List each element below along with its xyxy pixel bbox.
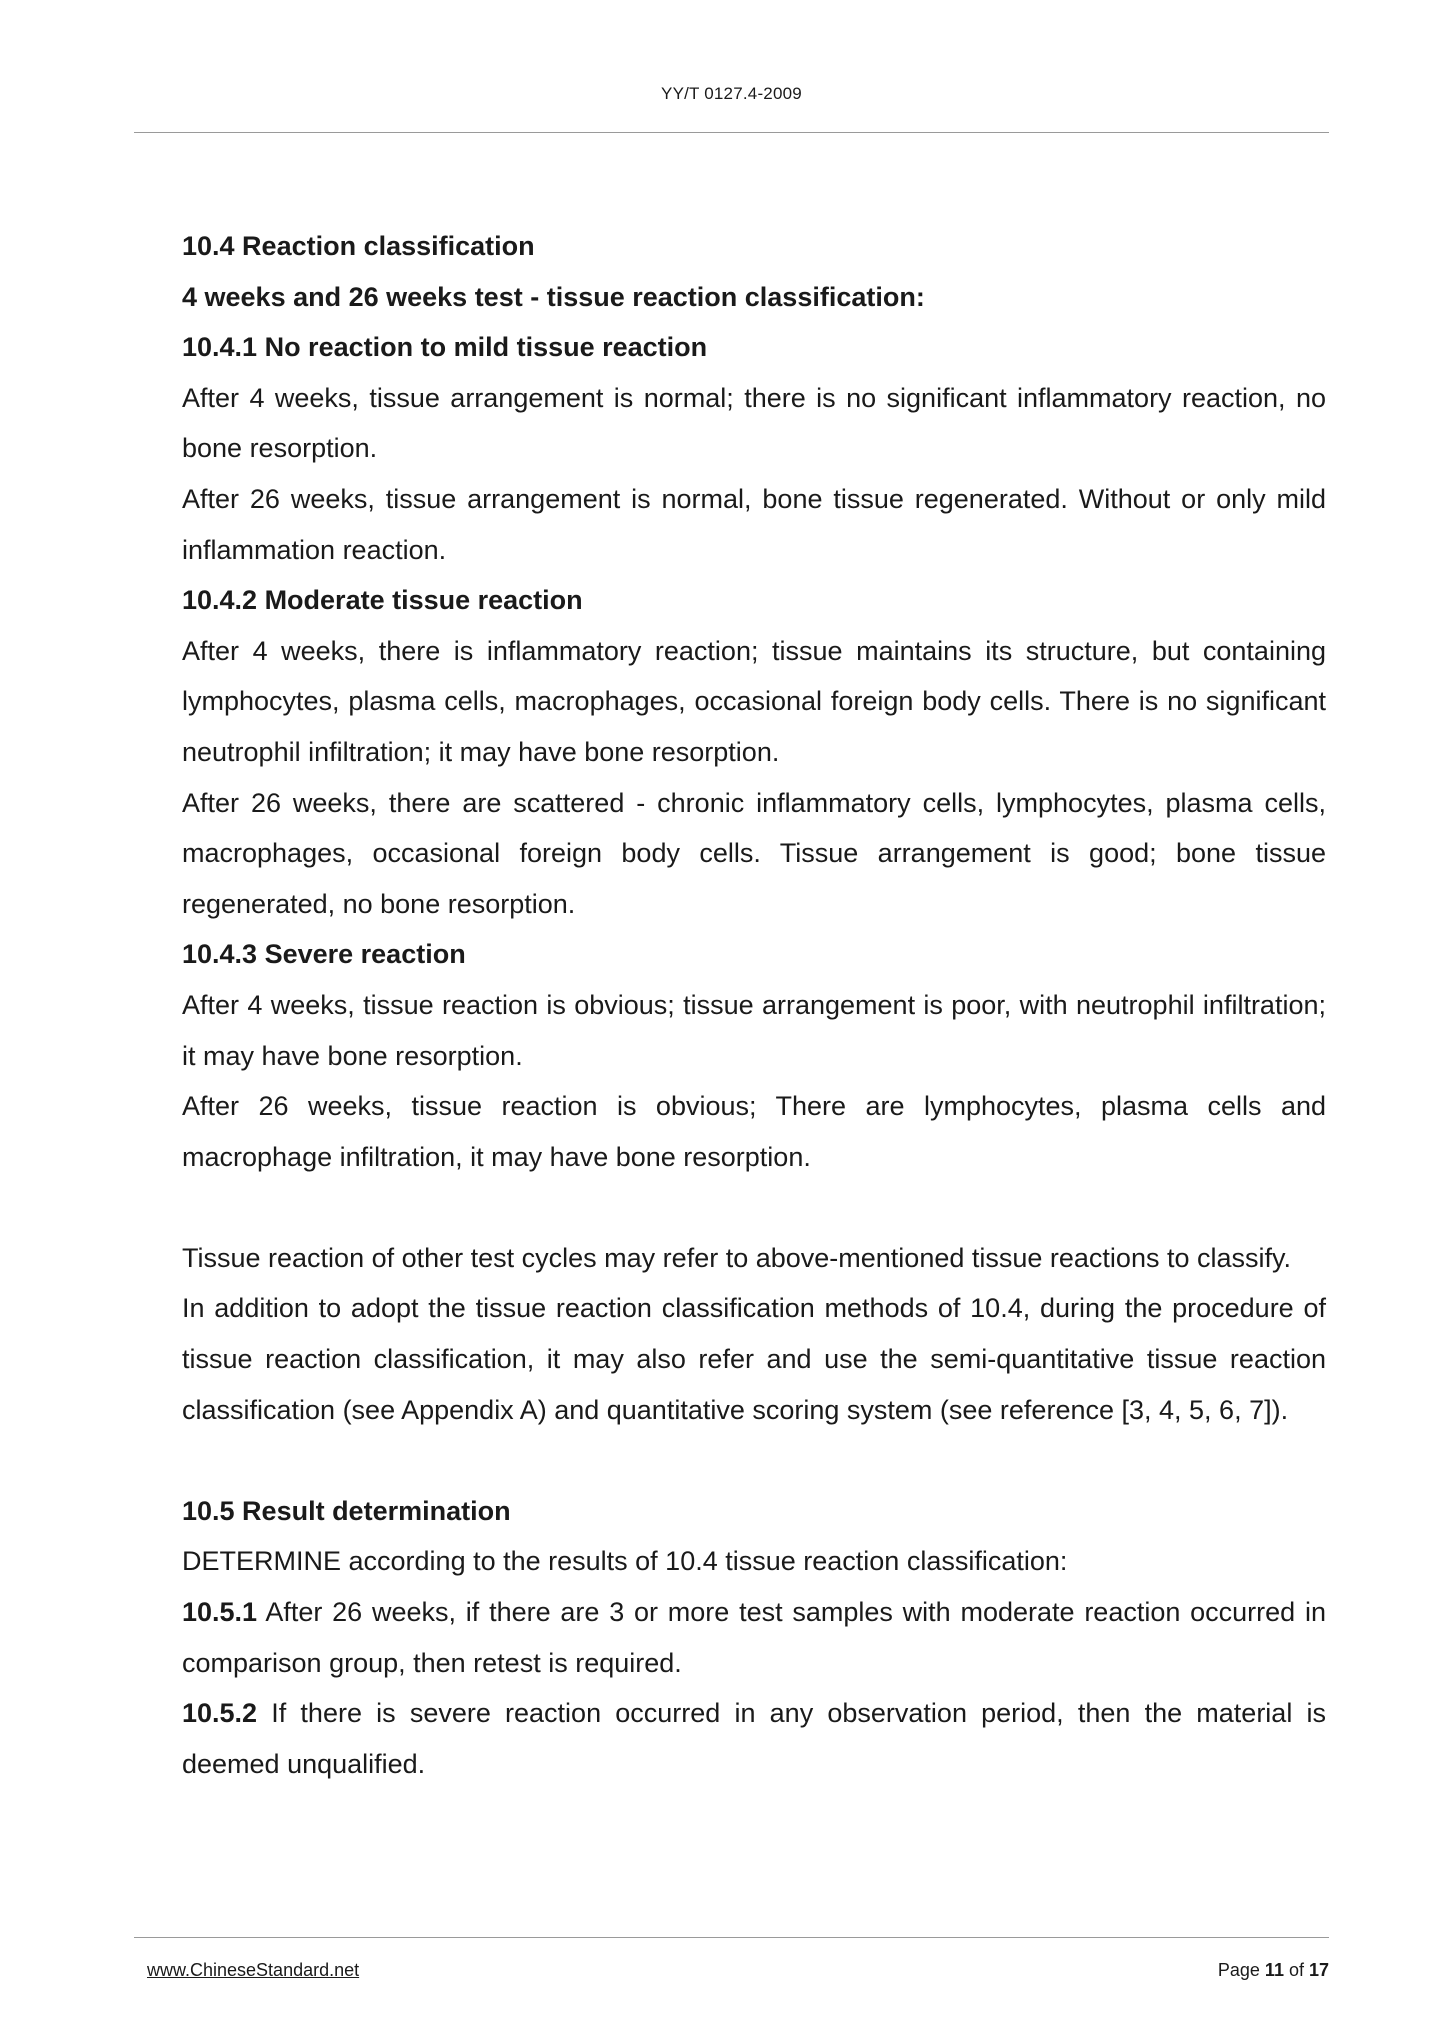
section-10-4-3-paragraph-26-weeks: After 26 weeks, tissue reaction is obvious; There are lymphocytes, plasma cells and macrophage infiltration, it may have bone resorption. [182, 1091, 1326, 1172]
section-10-5-2-paragraph [182, 1688, 1326, 1789]
section-10-5-heading: 10.5 Result determination [182, 1495, 511, 1526]
page-prefix: Page [1217, 1960, 1265, 1980]
footer-divider [134, 1937, 1329, 1938]
section-10-4-2-paragraph-26-weeks: After 26 weeks, there are scattered - chronic inflammatory cells, lymphocytes, plasma cells, macrophages, occasional foreign body cells. Tissue arrangement is good; bone tissue regenerated, no bone resorption. [182, 787, 1326, 919]
header-divider [134, 132, 1329, 133]
other-test-cycles-paragraph: Tissue reaction of other test cycles may refer to above-mentioned tissue reactions to classify. [182, 1242, 1291, 1273]
section-10-5-2-text: If there is severe reaction occurred in any observation period, then the material is deemed unqualified. [182, 1698, 1326, 1779]
website-link[interactable]: www.ChineseStandard.net [147, 1960, 360, 1980]
section-10-4-2-paragraph-4-weeks: After 4 weeks, there is inflammatory reaction; tissue maintains its structure, but containing lymphocytes, plasma cells, macrophages, occasional foreign body cells. There is no significant neutrophil infiltration; it may have bone resorption. [182, 635, 1326, 767]
section-10-4-1-paragraph-26-weeks: After 26 weeks, tissue arrangement is normal, bone tissue regenerated. Without or only mild inflammation reaction. [182, 483, 1326, 565]
spacer [182, 1182, 1326, 1233]
section-10-5-1-paragraph [182, 1587, 1326, 1688]
section-10-4-1-heading: 10.4.1 No reaction to mild tissue reaction [182, 332, 708, 363]
current-page: 11 [1264, 1960, 1284, 1980]
document-id-header: YY/T 0127.4-2009 [661, 84, 802, 103]
section-10-5-1-text: After 26 weeks, if there are 3 or more test samples with moderate reaction occurred in comparison group, then retest is required. [182, 1597, 1326, 1678]
spacer [182, 1435, 1326, 1486]
test-classification-subheading: 4 weeks and 26 weeks test - tissue reaction classification: [182, 281, 925, 312]
section-10-4-3-paragraph-4-weeks: After 4 weeks, tissue reaction is obvious; tissue arrangement is poor, with neutrophil infiltration; it may have bone resorption. [182, 989, 1326, 1071]
additional-methods-paragraph: In addition to adopt the tissue reaction classification methods of 10.4, during the procedure of tissue reaction classification, it may also refer and use the semi-quantitative tissue reaction classification (see Appendix A) and quantitative scoring system (see reference [3, 4, 5, 6, 7]). [182, 1293, 1326, 1425]
total-pages: 17 [1308, 1960, 1329, 1980]
section-10-4-1-paragraph-4-weeks: After 4 weeks, tissue arrangement is normal; there is no significant inflammatory reaction, no bone resorption. [182, 382, 1326, 464]
section-10-4-heading: 10.4 Reaction classification [182, 231, 535, 261]
page-content [182, 221, 1326, 1789]
section-10-4-2-heading: 10.4.2 Moderate tissue reaction [182, 585, 583, 616]
section-10-5-1-number: 10.5.1 [182, 1597, 258, 1628]
section-10-5-2-number: 10.5.2 [182, 1698, 258, 1729]
page-number [1218, 1960, 1329, 1981]
section-10-5-intro: DETERMINE according to the results of 10.4 tissue reaction classification: [182, 1546, 1068, 1577]
page-of-label: of [1283, 1960, 1309, 1980]
section-10-4-3-heading: 10.4.3 Severe reaction [182, 939, 466, 970]
